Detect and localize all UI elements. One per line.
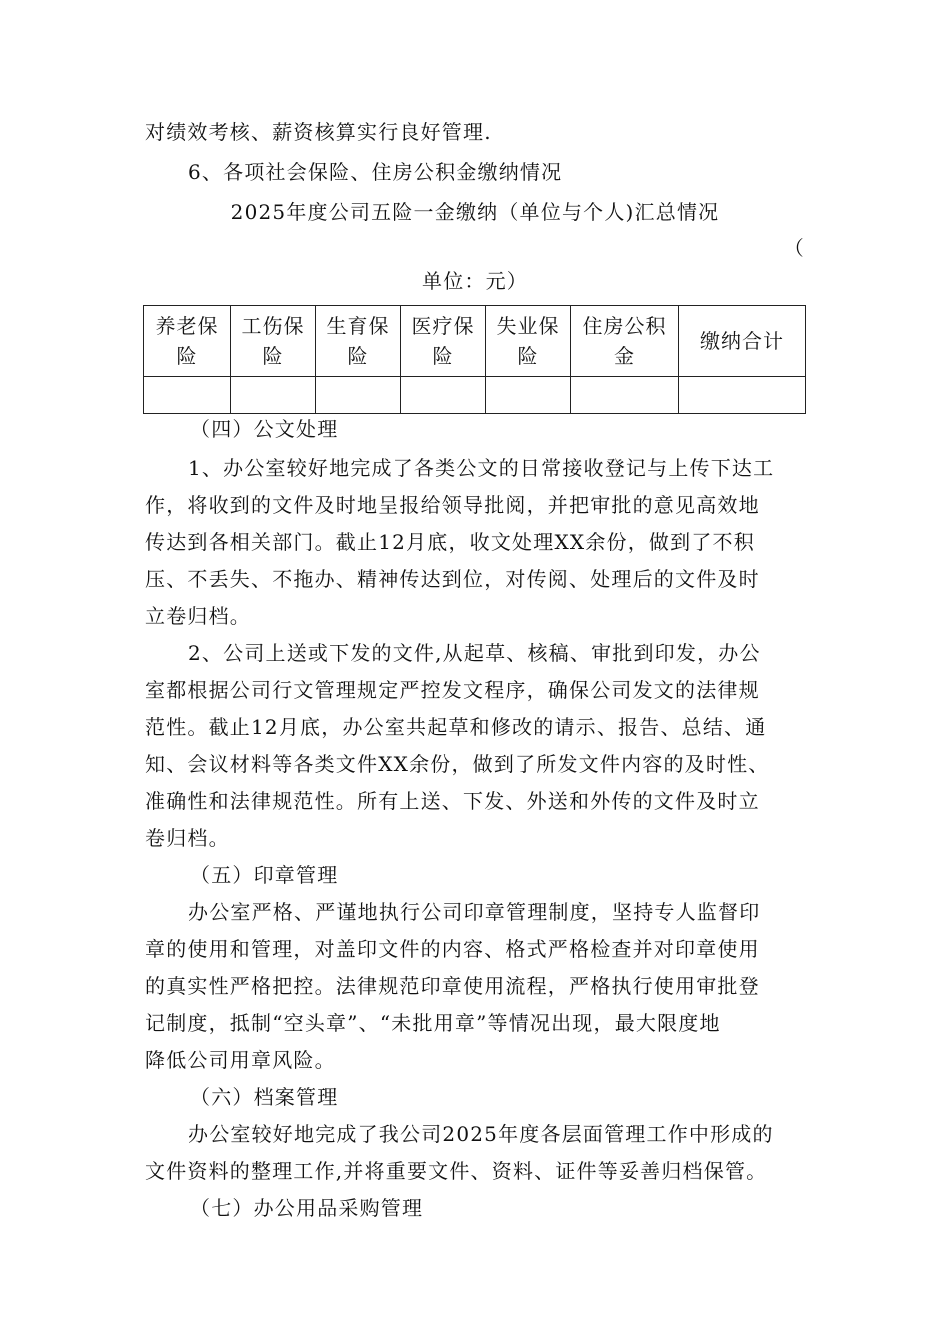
paragraph-line: 记制度，抵制“空头章”、“未批用章”等情况出现，最大限度地 <box>145 1011 721 1035</box>
paragraph-line: 室都根据公司行文管理规定严控发文程序，确保公司发文的法律规 <box>145 678 760 702</box>
paragraph-line: 立卷归档。 <box>145 604 251 628</box>
paragraph-line: 文件资料的整理工作,并将重要文件、资料、证件等妥善归档保管。 <box>145 1159 768 1183</box>
paragraph-line: 卷归档。 <box>145 826 230 850</box>
paragraph-line: 办公室严格、严谨地执行公司印章管理制度，坚持专人监督印 <box>188 900 761 924</box>
paragraph-line: 准确性和法律规范性。所有上送、下发、外送和外传的文件及时立 <box>145 789 760 813</box>
header-medical-insurance: 医疗保 险 <box>401 306 486 377</box>
header-maternity-insurance: 生育保 险 <box>316 306 401 377</box>
section-heading: （四）公文处理 <box>190 417 339 441</box>
paragraph-line: 的真实性严格把控。法律规范印章使用流程，严格执行使用审批登 <box>145 974 760 998</box>
paragraph-line: 2、公司上送或下发的文件,从起草、核稿、审批到印发，办公 <box>188 641 761 665</box>
paragraph-line: 作，将收到的文件及时地呈报给领导批阅，并把审批的意见高效地 <box>145 493 760 517</box>
table-cell <box>401 377 486 414</box>
section-heading: （七）办公用品采购管理 <box>190 1196 424 1220</box>
section-heading: （五）印章管理 <box>190 863 339 887</box>
table-cell <box>486 377 571 414</box>
table-header-row <box>144 306 806 377</box>
table-row <box>144 377 806 414</box>
table-title: 2025年度公司五险一金缴纳（单位与个人)汇总情况 <box>230 200 720 224</box>
paragraph-line: 办公室较好地完成了我公司2025年度各层面管理工作中形成的 <box>188 1122 774 1146</box>
paragraph-line: 知、会议材料等各类文件XX余份，做到了所发文件内容的及时性、 <box>145 752 770 776</box>
header-housing-fund: 住房公积 金 <box>571 306 679 377</box>
table-cell <box>144 377 231 414</box>
paragraph-line: 传达到各相关部门。截止12月底，收文处理XX余份，做到了不积 <box>145 530 755 554</box>
contribution-table <box>143 305 806 414</box>
table-cell <box>571 377 679 414</box>
paragraph-line: 1、办公室较好地完成了各类公文的日常接收登记与上传下达工 <box>188 456 775 480</box>
paragraph-line: 压、不丢失、不拖办、精神传达到位，对传阅、处理后的文件及时 <box>145 567 760 591</box>
paragraph-line: 降低公司用章风险。 <box>145 1048 336 1072</box>
paragraph-line: 对绩效考核、薪资核算实行良好管理. <box>145 120 492 144</box>
section-heading: （六）档案管理 <box>190 1085 339 1109</box>
table-cell <box>316 377 401 414</box>
header-total: 缴纳合计 <box>679 306 806 377</box>
table-cell <box>679 377 806 414</box>
paragraph-line: 章的使用和管理，对盖印文件的内容、格式严格检查并对印章使用 <box>145 937 760 961</box>
table-cell <box>231 377 316 414</box>
header-pension-insurance: 养老保 险 <box>144 306 231 377</box>
header-unemployment-insurance: 失业保 险 <box>486 306 571 377</box>
header-work-injury-insurance: 工伤保 险 <box>231 306 316 377</box>
unit-label: 单位：元） <box>422 269 528 293</box>
unit-paren: （ <box>783 236 805 260</box>
paragraph-line: 范性。截止12月底，办公室共起草和修改的请示、报告、总结、通 <box>145 715 767 739</box>
item-heading: 6、各项社会保险、住房公积金缴纳情况 <box>188 160 563 184</box>
